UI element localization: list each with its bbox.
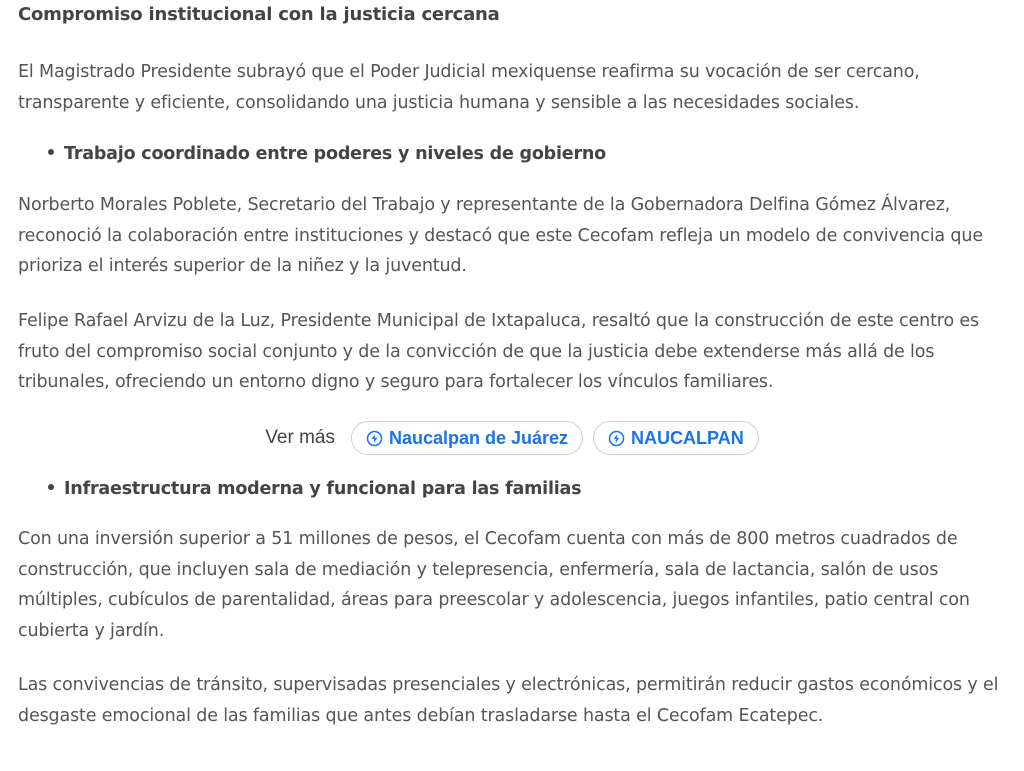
bolt-circle-icon [608, 430, 625, 447]
bolt-circle-icon [366, 430, 383, 447]
bullet-dot [48, 484, 54, 490]
chip-label: NAUCALPAN [631, 427, 744, 448]
bullet-heading-text: Infraestructura moderna y funcional para las familias [64, 479, 582, 499]
paragraph: Las convivencias de tránsito, supervisadas presenciales y electrónicas, permitirán reducir gastos económicos y el desgaste emocional de las familias que antes debían trasladarse hasta el Cecofam Ecatepec. [18, 675, 999, 726]
chip-label: Naucalpan de Juárez [388, 427, 569, 448]
paragraph: Norberto Morales Poblete, Secretario del Trabajo y representante de la Gobernadora Delfina Gómez Álvarez, reconoció la colaboración entre instituciones y destacó que este Cecofam refleja un modelo de convivencia que prioriza el interés superior de la niñez y la juventud. [18, 195, 983, 276]
bullet-dot [48, 149, 54, 155]
bullet-heading [48, 479, 581, 499]
chip-naucalpan-de-juarez[interactable] [351, 421, 583, 455]
chip-naucalpan[interactable] [593, 421, 759, 455]
paragraph: El Magistrado Presidente subrayó que el Poder Judicial mexiquense reafirma su vocación de ser cercano, transparente y eficiente, consolidando una justicia humana y sensible a las necesidades sociales. [18, 62, 920, 113]
bullet-heading [48, 144, 606, 164]
ver-mas-label: Ver más [265, 427, 335, 448]
section-heading: Compromiso institucional con la justicia cercana [18, 4, 500, 25]
paragraph: Con una inversión superior a 51 millones de pesos, el Cecofam cuenta con más de 800 metros cuadrados de construcción, que incluyen sala de mediación y telepresencia, enfermería, sala de lactancia, salón de usos múltiples, cubículos de parentalidad, áreas para preescolar y adolescencia, juegos infantiles, patio central con cubierta y jardín. [18, 529, 970, 641]
bullet-heading-text: Trabajo coordinado entre poderes y niveles de gobierno [64, 144, 606, 164]
ver-mas-bar [0, 418, 1024, 458]
paragraph: Felipe Rafael Arvizu de la Luz, Presidente Municipal de Ixtapaluca, resaltó que la construcción de este centro es fruto del compromiso social conjunto y de la convicción de que la justicia debe extenderse más allá de los tribunales, ofreciendo un entorno digno y seguro para fortalecer los vínculos familiares. [18, 311, 980, 392]
